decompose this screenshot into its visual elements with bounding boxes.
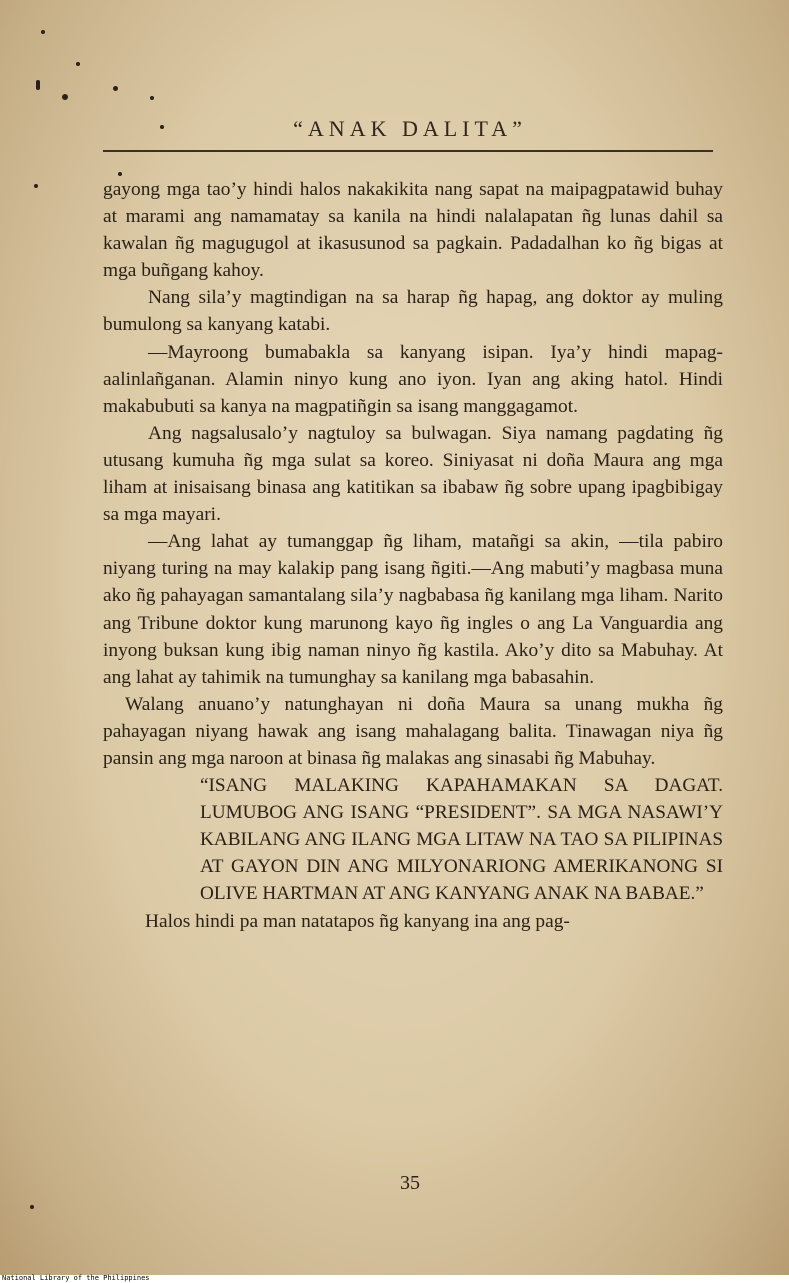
paragraph: Nang sila’y magtindigan na sa harap ñg hapag, ang doktor ay muling bumulong sa kanyang katabi. xyxy=(103,287,723,336)
page-number: 35 xyxy=(400,1172,420,1194)
header-rule xyxy=(103,150,713,152)
paper-speck xyxy=(118,172,122,176)
paragraph: —Ang lahat ay tumanggap ñg liham, matañgi sa akin, —tila pabiro niyang turing na may kalakip pang isang ñgiti.—Ang mabuti’y magbasa muna ako ñg pahayagan samantalang sila’y nagbabasa ñg kanilang mga liham. Narito ang Tribune doktor kung marunong kayo ñg ingles o ang La Vanguardia ang inyong buksan kung ibig naman ninyo ñg kastila. Ako’y dito sa Mabuhay. At ang lahat ay tahimik na tumunghay sa kanilang mga babasahin. xyxy=(103,531,723,688)
paragraph-continued: gayong mga tao’y hindi halos nakakikita nang sapat na maipagpatawid buhay at marami ang namamatay sa kanila na hindi nalalapatan ñg lunas dahil sa kawalan ñg magugugol at ikasusunod sa pagkain. Padadalhan ko ñg bigas at mga buñgang kahoy. xyxy=(103,179,723,282)
paper-speck xyxy=(62,94,68,100)
paper-speck xyxy=(30,1205,34,1209)
paper-speck xyxy=(113,86,118,91)
paper-speck xyxy=(150,96,154,100)
newspaper-headline-quote: “ISANG MALAKING KAPAHAMAKAN SA DAGAT. LUMUBOG ANG ISANG “PRESIDENT”. SA MGA NASAWI’Y KABILANG ANG ILANG MGA LITAW NA TAO SA PILIPINAS AT GAYON DIN ANG MILYONARIONG AMERIKANONG SI OLIVE HARTMAN AT ANG KANYANG ANAK NA BABAE.” xyxy=(200,775,723,905)
paragraph: Walang anuano’y natunghayan ni doña Maura sa unang mukha ñg pahayagan niyang hawak ang isang mahalagang balita. Tinawagan niya ñg pansin ang mga naroon at binasa ñg malakas ang sinasabi ñg Mabuhay. xyxy=(103,693,723,769)
running-header: “ANAK DALITA” xyxy=(293,116,527,141)
paragraph: Ang nagsalusalo’y nagtuloy sa bulwagan. Siya namang pagdating ñg utusang kumuha ñg mga sulat sa koreo. Siniyasat ni doña Maura ang mga liham at inisaisang binasa ang katitikan sa ibabaw ñg sobre upang ipagbibigay sa mga mayari. xyxy=(103,422,723,526)
footer-credit: National Library of the Philippines xyxy=(2,1274,150,1282)
paper-speck xyxy=(34,184,38,188)
paragraph: —Mayroong bumabakla sa kanyang isipan. Iya’y hindi mapag-aalinlañganan. Alamin ninyo kung ano iyon. Iyan ang aking hatol. Hindi makabubuti sa kanya na magpatiñgin sa isang manggagamot. xyxy=(103,341,723,417)
paper-speck xyxy=(76,62,80,66)
paper-speck xyxy=(160,125,164,129)
paper-speck xyxy=(36,80,40,90)
paper-speck xyxy=(41,30,45,34)
paragraph-continues: Halos hindi pa man natatapos ñg kanyang ina ang pag- xyxy=(145,910,570,932)
body-text xyxy=(103,176,723,935)
